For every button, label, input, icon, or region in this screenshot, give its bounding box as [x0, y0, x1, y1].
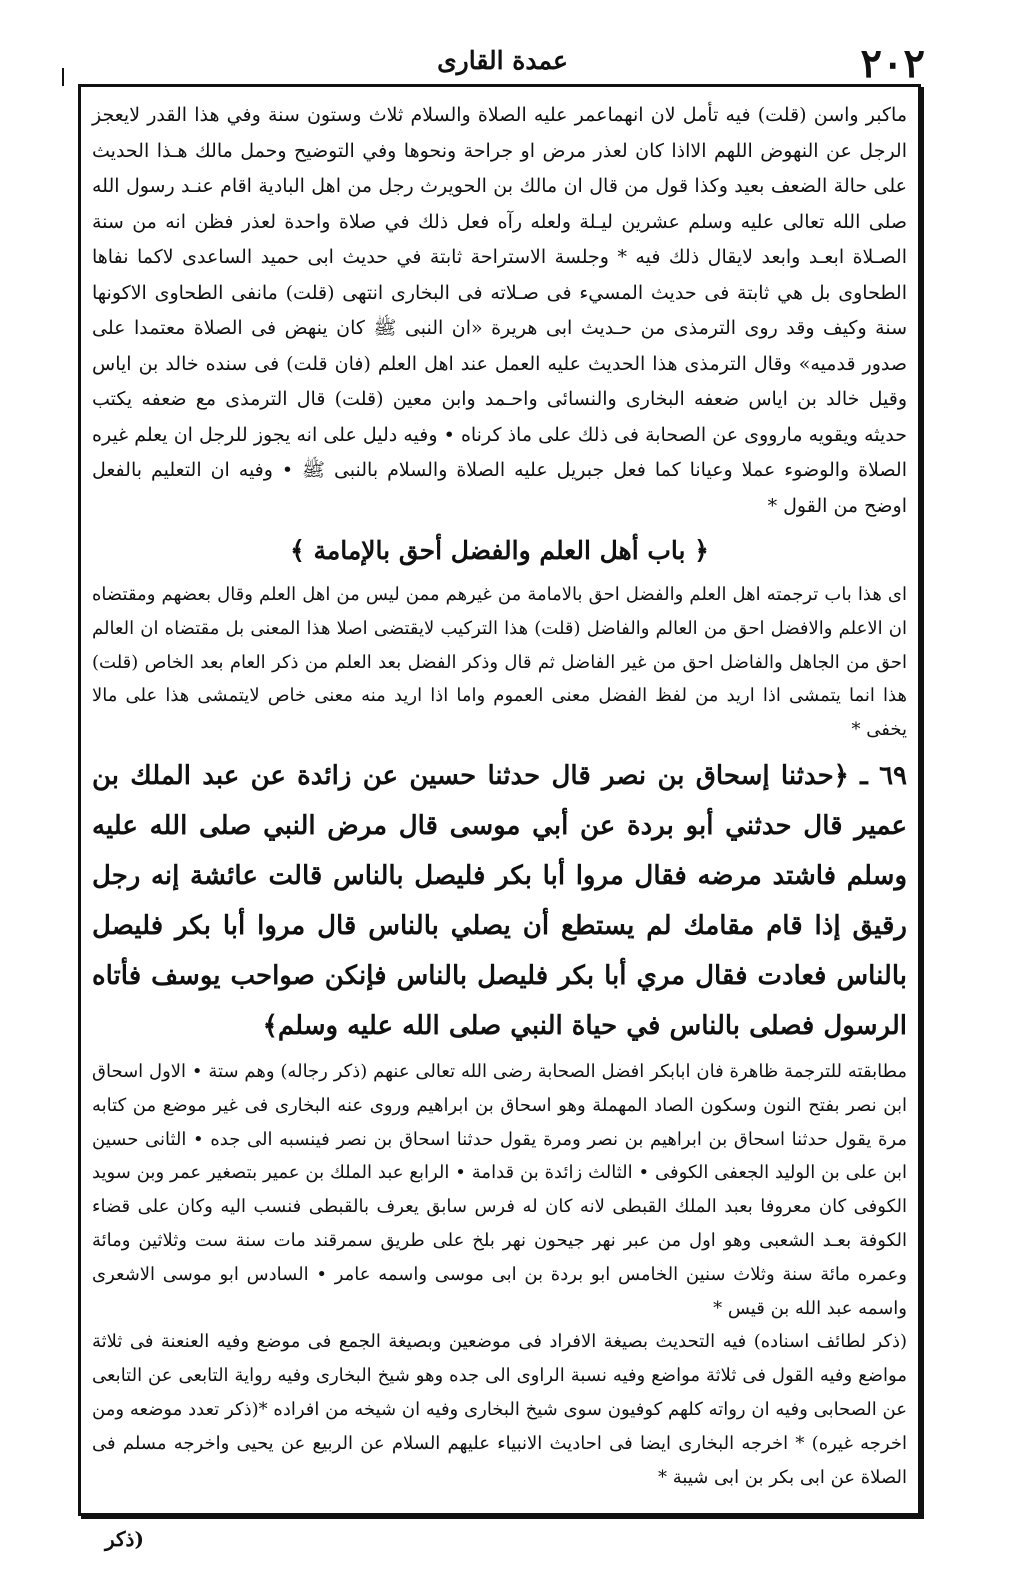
- chapter-title: ﴿ باب أهل العلم والفضل أحق بالإمامة ﴾: [290, 536, 709, 565]
- isnad-notes: (ذكر لطائف اسناده) فيه التحديث بصيغة الافراد فى موضعين وبصيغة الجمع فى موضع وفيه العنعنة فى ثلاثة مواضع وفيه القول فى ثلاثة مواضع وفيه نسبة الراوى الى جده وهو شيخ البخارى وفيه رواية التابعى عن التابعى عن الصحابى وفيه ان رواته كلهم كوفيون سوى شيخ البخارى وفيه ان شيخه من افراده *(ذكر تعدد موضعه ومن اخرجه غيره) * اخرجه البخارى ايضا فى احاديث الانبياء عليهم السلام عن الربيع عن يحيى واخرجه مسلم فى الصلاة عن ابى بكر بن ابى شيبة *: [92, 1331, 907, 1488]
- page-number: ۲۰۲: [860, 40, 925, 87]
- chapter-commentary: اى هذا باب ترجمته اهل العلم والفضل احق بالامامة من غيرهم ممن ليس من اهل العلم وقال بعضهم ومقتضاه ان الاعلم والافضل احق من العالم والفاضل (قلت) هذا التركيب لايقتضى اصلا هذا المعنى بل مقتضاه ان العالم احق من الجاهل والفاضل احق من غير الفاضل ثم قال وذكر الفضل بعد العلم من ذكر العام بعد الخاص (قلت) هذا انما يتمشى اذا اريد من لفظ الفضل معنى العموم واما اذا اريد منه معنى خاص لايتمشى هذا على مالا يخفى *: [92, 584, 907, 741]
- margin-rule: [62, 68, 64, 86]
- page-body: [92, 98, 907, 1494]
- running-title: عمدة القارى: [437, 46, 568, 75]
- commentary-top: ماكبر واسن (قلت) فيه تأمل لان انهماعمر عليه الصلاة والسلام ثلاث وستون سنة وفي هذا القدر لايعجز الرجل عن النهوض اللهم الااذا كان لعذر مرض او جراحة ونحوها وفي التوضيح وحمل مالك هـذا الحديث على حالة الضعف بعيد وكذا قول من قال ان مالك بن الحويرث رجل من اهل البادية اقام عنـد رسول الله صلى الله تعالى عليه وسلم عشرين ليـلة ولعله رآه فعل ذلك في صلاة واحدة لعذر فظن انه من سنة الصـلاة ابعـد وابعد لايقال ذلك فيه * وجلسة الاستراحة ثابتة في حديث ابى حميد الساعدى لاكما نفاها الطحاوى بل هي ثابتة فى حديث المسيء فى صـلاته فى البخارى انتهى (قلت) مانفى الطحاوى الاكونها سنة وكيف وقد روى الترمذى من حـديث ابى هريرة «ان النبى ﷺ كان ينهض فى الصلاة معتمدا على صدور قدميه» وقال الترمذى هذا الحديث عليه العمل عند اهل العلم (فان قلت) فى سنده خالد بن اياس وقيل خالد بن اياس ضعفه البخارى والنسائى واحـمد وابن معين (قلت) قال الترمذى مع ضعفه يكتب حديثه ويقويه مارووى عن الصحابة فى ذلك على ماذ كرناه • وفيه دليل على انه يجوز للرجل ان يعلم غيره الصلاة والوضوء عملا وعيانا كما فعل جبريل عليه الصلاة والسلام بالنبى ﷺ • وفيه ان التعليم بالفعل اوضح من القول *: [92, 104, 907, 517]
- hadith-text: ٦٩ ـ ﴿حدثنا إسحاق بن نصر قال حدثنا حسين عن زائدة عن عبد الملك بن عمير قال حدثني أبو بردة عن أبي موسى قال مرض النبي صلى الله عليه وسلم فاشتد مرضه فقال مروا أبا بكر فليصل بالناس قالت عائشة إنه رجل رقيق إذا قام مقامك لم يستطع أن يصلي بالناس قال مروا أبا بكر فليصل بالناس فعادت فقال مري أبا بكر فليصل بالناس فإنكن صواحب يوسف فأتاه الرسول فصلى بالناس في حياة النبي صلى الله عليه وسلم﴾: [92, 760, 907, 1041]
- hadith-commentary: مطابقته للترجمة ظاهرة فان ابابكر افضل الصحابة رضى الله تعالى عنهم (ذكر رجاله) وهم ستة • الاول اسحاق ابن نصر بفتح النون وسكون الصاد المهملة وهو اسحاق بن ابراهيم وروى عنه البخارى فى غير موضع من كتابه مرة يقول حدثنا اسحاق بن ابراهيم بن نصر ومرة يقول حدثنا اسحاق بن نصر فينسبه الى جده • الثانى حسين ابن على بن الوليد الجعفى الكوفى • الثالث زائدة بن قدامة • الرابع عبد الملك بن عمير بتصغير عمر وبن سويد الكوفى كان معروفا بعبد الملك القبطى لانه كان له فرس سابق يعرف بالقبطى فنسب اليه وكان على قضاء الكوفة بعـد الشعبى وهو اول من عبر نهر جيحون نهر بلخ على طريق سمرقند مات سنة ست وثلاثين ومائة وعمره مائة سنة وثلاث سنين الخامس ابو بردة بن ابى موسى واسمه عامر • السادس ابو موسى الاشعرى واسمه عبد الله بن قيس *: [92, 1060, 907, 1319]
- page-header: [85, 40, 925, 87]
- catchword: (ذكر: [105, 1527, 144, 1551]
